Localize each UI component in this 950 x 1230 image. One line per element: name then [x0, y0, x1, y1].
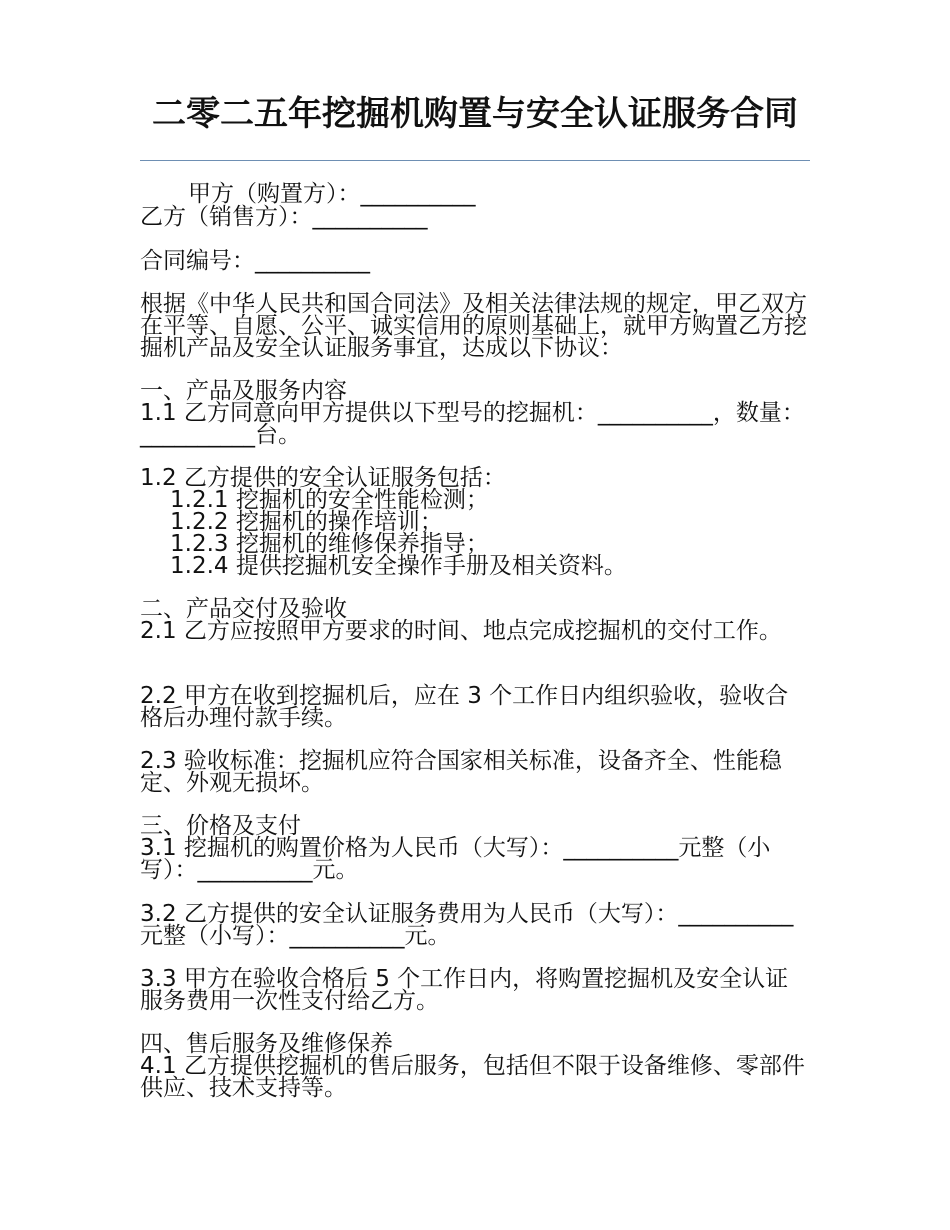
clause-1-2-2: 1.2.2 挖掘机的操作培训； [170, 509, 443, 535]
preamble-paragraph: 根据《中华人民共和国合同法》及相关法律法规的规定，甲乙双方在平等、自愿、公平、诚实信用的原则基础上，就甲方购置乙方挖掘机产品及安全认证服务事宜，达成以下协议： [140, 291, 807, 361]
title-divider [140, 160, 810, 161]
clause-3-3: 3.3 甲方在验收合格后 5 个工作日内，将购置挖掘机及安全认证服务费用一次性支付给乙方。 [140, 966, 789, 1014]
party-a-line: 甲方（购置方）：__________ [188, 181, 476, 207]
clause-1-2: 1.2 乙方提供的安全认证服务包括： [140, 465, 506, 491]
clause-3-2: 3.2 乙方提供的安全认证服务费用为人民币（大写）：__________元整（小写）：__________元。 [140, 901, 794, 949]
section-2-heading: 二、产品交付及验收 [140, 596, 347, 622]
clause-1-1: 1.1 乙方同意向甲方提供以下型号的挖掘机：__________，数量：__________台。 [140, 400, 805, 448]
clause-2-2: 2.2 甲方在收到挖掘机后，应在 3 个工作日内组织验收，验收合格后办理付款手续。 [140, 683, 789, 731]
section-1-heading: 一、产品及服务内容 [140, 378, 347, 404]
clause-4-1: 4.1 乙方提供挖掘机的售后服务，包括但不限于设备维修、零部件供应、技术支持等。 [140, 1053, 805, 1101]
section-3-heading: 三、价格及支付 [140, 813, 301, 839]
section-4-heading: 四、售后服务及维修保养 [140, 1031, 393, 1057]
clause-1-2-1: 1.2.1 挖掘机的安全性能检测； [170, 487, 489, 513]
clause-3-1: 3.1 挖掘机的购置价格为人民币（大写）：__________元整（小写）：__________元。 [140, 835, 771, 883]
clause-1-2-4: 1.2.4 提供挖掘机安全操作手册及相关资料。 [170, 553, 627, 579]
party-b-line: 乙方（销售方）：__________ [140, 204, 428, 230]
contract-number-line: 合同编号：__________ [140, 248, 370, 274]
clause-2-1: 2.1 乙方应按照甲方要求的时间、地点完成挖掘机的交付工作。 [140, 618, 782, 644]
document-title: 二零二五年挖掘机购置与安全认证服务合同 [152, 94, 798, 134]
clause-2-3: 2.3 验收标准：挖掘机应符合国家相关标准，设备齐全、性能稳定、外观无损坏。 [140, 748, 782, 796]
clause-1-2-3: 1.2.3 挖掘机的维修保养指导； [170, 531, 489, 557]
